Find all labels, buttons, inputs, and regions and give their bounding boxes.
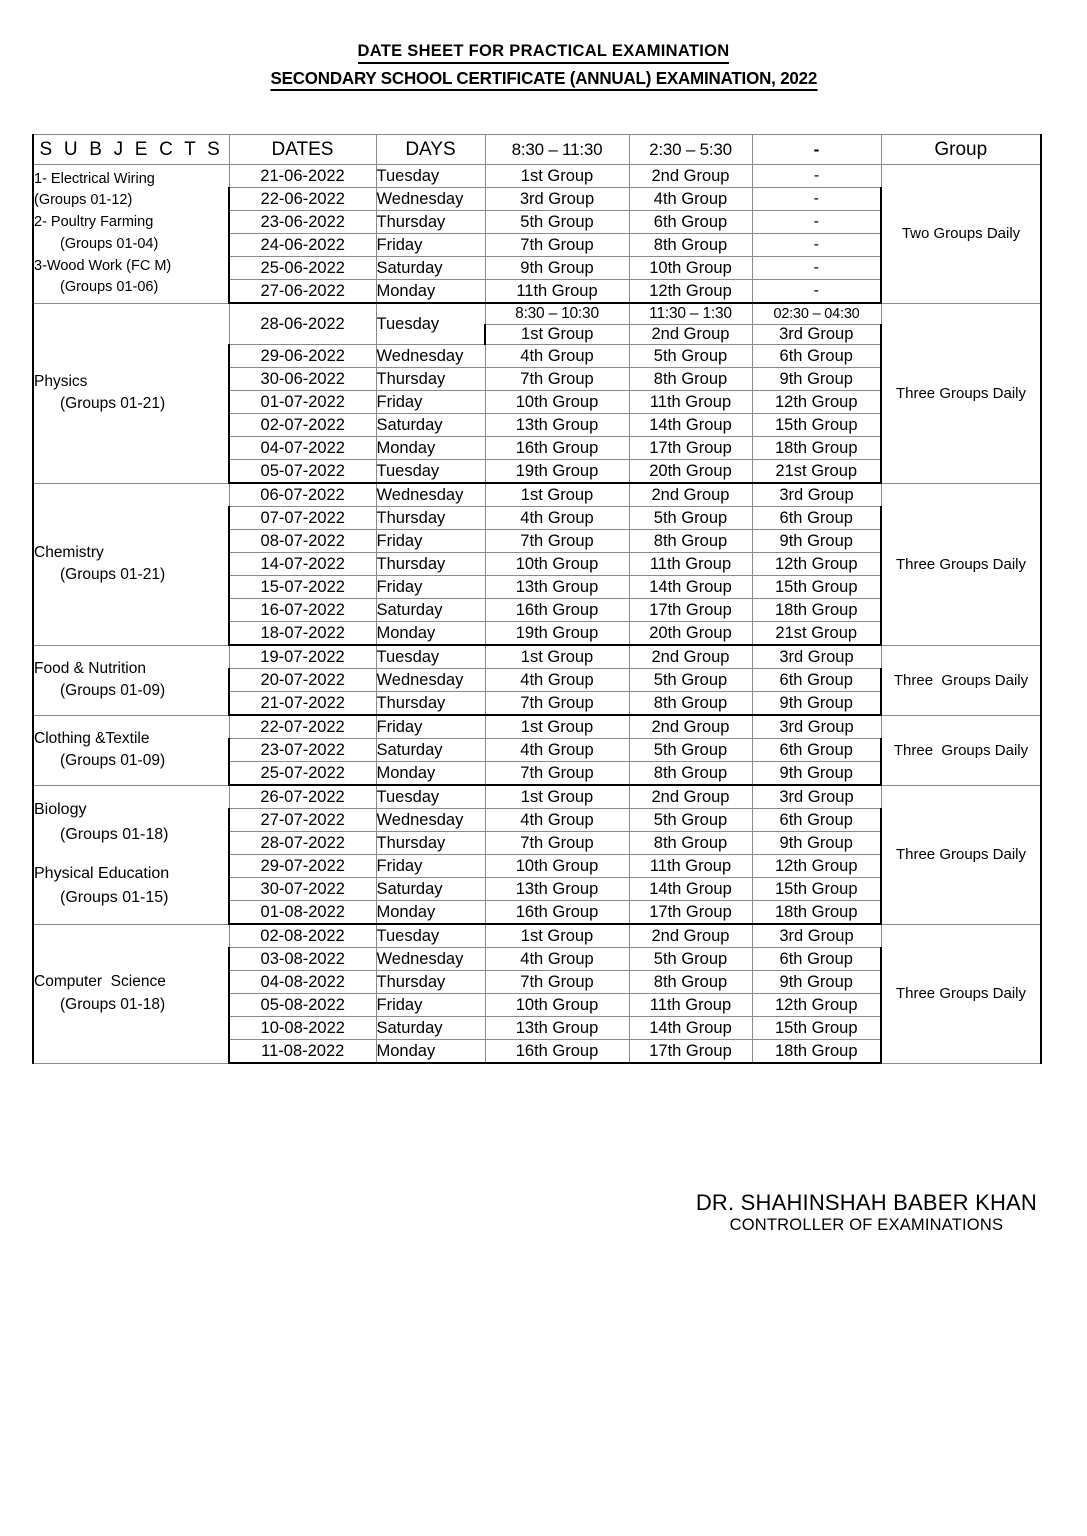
date-cell: 28-07-2022 — [229, 832, 376, 855]
slot-1-cell: 4th Group — [485, 345, 629, 368]
slot-1-cell: 13th Group — [485, 1017, 629, 1040]
date-cell: 02-08-2022 — [229, 924, 376, 948]
date-cell: 25-07-2022 — [229, 762, 376, 786]
day-cell: Thursday — [376, 832, 485, 855]
slot-2-cell: 8th Group — [629, 692, 752, 716]
slot-3-cell: 18th Group — [752, 901, 881, 925]
slot-3-cell: 3rd Group — [752, 785, 881, 809]
slot-3-cell: - — [752, 234, 881, 257]
time-label-3: 02:30 – 04:30 — [752, 303, 881, 325]
slot-1-cell: 4th Group — [485, 739, 629, 762]
slot-3-cell: 21st Group — [752, 460, 881, 484]
date-cell: 21-07-2022 — [229, 692, 376, 716]
slot-1-cell: 7th Group — [485, 762, 629, 786]
day-cell: Friday — [376, 855, 485, 878]
slot-3-cell: 3rd Group — [752, 645, 881, 669]
slot-1-cell: 7th Group — [485, 530, 629, 553]
date-cell: 18-07-2022 — [229, 622, 376, 646]
subject-line: (Groups 01-12) — [34, 192, 133, 209]
slot-3-cell: 12th Group — [752, 553, 881, 576]
slot-2-cell: 11th Group — [629, 994, 752, 1017]
slot-1-cell: 3rd Group — [485, 188, 629, 211]
group-note-cell: Three Groups Daily — [881, 483, 1041, 645]
slot-1-cell: 7th Group — [485, 692, 629, 716]
slot-1-cell: 1st Group — [485, 924, 629, 948]
slot-2-cell: 2nd Group — [629, 785, 752, 809]
group-note-cell: Three Groups Daily — [881, 924, 1041, 1063]
subject-line: Food & Nutrition — [34, 659, 146, 677]
subject-cell — [33, 785, 229, 924]
date-cell: 23-07-2022 — [229, 739, 376, 762]
header-group: Group — [881, 135, 1041, 165]
slot-2-cell: 8th Group — [629, 530, 752, 553]
slot-1-cell: 7th Group — [485, 971, 629, 994]
day-cell: Friday — [376, 234, 485, 257]
header-slot-3: - — [752, 135, 881, 165]
subject-line: Physics — [34, 372, 88, 390]
subject-cell — [33, 645, 229, 715]
slot-2-cell: 8th Group — [629, 832, 752, 855]
day-cell: Wednesday — [376, 669, 485, 692]
day-cell: Wednesday — [376, 483, 485, 507]
subject-line: Computer Science — [34, 973, 166, 991]
slot-3-cell: 12th Group — [752, 994, 881, 1017]
date-cell: 19-07-2022 — [229, 645, 376, 669]
slot-2-cell: 17th Group — [629, 1040, 752, 1064]
subject-line: (Groups 01-21) — [60, 395, 166, 412]
date-cell: 29-06-2022 — [229, 345, 376, 368]
subject-line: (Groups 01-09) — [60, 752, 166, 769]
slot-2-cell: 8th Group — [629, 368, 752, 391]
time-label-1: 8:30 – 10:30 — [485, 303, 629, 325]
day-cell: Tuesday — [376, 165, 485, 188]
subject-cell — [33, 715, 229, 785]
date-cell: 22-07-2022 — [229, 715, 376, 739]
subject-line: 1- Electrical Wiring — [34, 170, 155, 187]
document-header — [0, 0, 1087, 91]
slot-3-cell: 9th Group — [752, 692, 881, 716]
slot-3-cell: - — [752, 257, 881, 280]
slot-2-cell: 2nd Group — [629, 325, 752, 345]
slot-1-cell: 7th Group — [485, 368, 629, 391]
day-cell: Friday — [376, 391, 485, 414]
subject-cell — [33, 483, 229, 645]
slot-3-cell: 18th Group — [752, 599, 881, 622]
date-cell: 03-08-2022 — [229, 948, 376, 971]
day-cell: Thursday — [376, 553, 485, 576]
slot-2-cell: 20th Group — [629, 460, 752, 484]
slot-3-cell: 6th Group — [752, 739, 881, 762]
slot-1-cell: 13th Group — [485, 576, 629, 599]
day-cell: Monday — [376, 1040, 485, 1064]
day-cell: Saturday — [376, 599, 485, 622]
slot-3-cell: 18th Group — [752, 1040, 881, 1064]
slot-1-cell: 11th Group — [485, 280, 629, 304]
slot-1-cell: 16th Group — [485, 437, 629, 460]
date-cell: 14-07-2022 — [229, 553, 376, 576]
day-cell: Friday — [376, 530, 485, 553]
slot-2-cell: 6th Group — [629, 211, 752, 234]
slot-1-cell: 1st Group — [485, 785, 629, 809]
slot-2-cell: 11th Group — [629, 391, 752, 414]
subject-line: 2- Poultry Farming — [34, 214, 154, 230]
slot-2-cell: 17th Group — [629, 901, 752, 925]
day-cell: Tuesday — [376, 645, 485, 669]
day-cell: Monday — [376, 901, 485, 925]
slot-1-cell: 4th Group — [485, 669, 629, 692]
date-cell: 02-07-2022 — [229, 414, 376, 437]
slot-1-cell: 7th Group — [485, 832, 629, 855]
slot-1-cell: 10th Group — [485, 855, 629, 878]
slot-1-cell: 1st Group — [485, 483, 629, 507]
slot-3-cell: 9th Group — [752, 368, 881, 391]
slot-2-cell: 14th Group — [629, 878, 752, 901]
date-cell: 01-07-2022 — [229, 391, 376, 414]
slot-1-cell: 16th Group — [485, 1040, 629, 1064]
slot-1-cell: 19th Group — [485, 622, 629, 646]
slot-2-cell: 20th Group — [629, 622, 752, 646]
date-cell: 10-08-2022 — [229, 1017, 376, 1040]
title-primary: DATE SHEET FOR PRACTICAL EXAMINATION — [358, 42, 730, 64]
slot-1-cell: 4th Group — [485, 948, 629, 971]
date-cell: 21-06-2022 — [229, 165, 376, 188]
date-cell: 06-07-2022 — [229, 483, 376, 507]
date-cell: 23-06-2022 — [229, 211, 376, 234]
date-cell: 30-06-2022 — [229, 368, 376, 391]
slot-2-cell: 17th Group — [629, 437, 752, 460]
slot-1-cell: 1st Group — [485, 325, 629, 345]
day-cell: Wednesday — [376, 809, 485, 832]
date-cell: 01-08-2022 — [229, 901, 376, 925]
time-label-2: 11:30 – 1:30 — [629, 303, 752, 325]
day-cell: Tuesday — [376, 460, 485, 484]
date-cell: 08-07-2022 — [229, 530, 376, 553]
day-cell: Saturday — [376, 414, 485, 437]
title-secondary-wrap — [0, 68, 1087, 91]
subject-line: (Groups 01-18) — [60, 995, 166, 1013]
slot-2-cell: 2nd Group — [629, 715, 752, 739]
slot-2-cell: 5th Group — [629, 345, 752, 368]
group-note-cell: Three Groups Daily — [881, 645, 1041, 715]
group-note-cell: Three Groups Daily — [881, 785, 1041, 924]
slot-1-cell: 1st Group — [485, 165, 629, 188]
day-cell: Tuesday — [376, 303, 485, 345]
group-note-cell: Three Groups Daily — [881, 303, 1041, 483]
date-sheet-body — [33, 135, 1041, 1064]
slot-1-cell: 10th Group — [485, 994, 629, 1017]
day-cell: Saturday — [376, 1017, 485, 1040]
date-cell: 05-07-2022 — [229, 460, 376, 484]
subject-line: (Groups 01-04) — [60, 235, 159, 252]
slot-2-cell: 17th Group — [629, 599, 752, 622]
slot-3-cell: 6th Group — [752, 669, 881, 692]
subject-line: 3-Wood Work (FC M) — [34, 257, 172, 274]
slot-3-cell: 6th Group — [752, 345, 881, 368]
slot-3-cell: 12th Group — [752, 391, 881, 414]
slot-1-cell: 16th Group — [485, 901, 629, 925]
day-cell: Monday — [376, 437, 485, 460]
group-note-cell: Three Groups Daily — [881, 715, 1041, 785]
slot-3-cell: 21st Group — [752, 622, 881, 646]
slot-3-cell: 3rd Group — [752, 715, 881, 739]
slot-2-cell: 2nd Group — [629, 483, 752, 507]
slot-3-cell: 15th Group — [752, 1017, 881, 1040]
slot-3-cell: 3rd Group — [752, 924, 881, 948]
day-cell: Thursday — [376, 368, 485, 391]
signatory-role: CONTROLLER OF EXAMINATIONS — [729, 1216, 1004, 1235]
table-row — [33, 165, 1041, 188]
subject-line: (Groups 01-09) — [60, 682, 166, 699]
slot-1-cell: 9th Group — [485, 257, 629, 280]
slot-1-cell: 13th Group — [485, 414, 629, 437]
subject-line: (Groups 01-06) — [60, 279, 159, 296]
subject-line: Physical Education — [34, 864, 170, 882]
slot-1-cell: 4th Group — [485, 507, 629, 530]
subject-spacer — [34, 848, 228, 862]
signature-block — [696, 1190, 1037, 1237]
date-cell: 24-06-2022 — [229, 234, 376, 257]
header-subjects: S U B J E C T S — [33, 135, 229, 165]
day-cell: Friday — [376, 715, 485, 739]
date-sheet-table — [32, 134, 1042, 1064]
day-cell: Tuesday — [376, 785, 485, 809]
slot-2-cell: 5th Group — [629, 948, 752, 971]
slot-2-cell: 14th Group — [629, 1017, 752, 1040]
subject-line: Chemistry — [34, 543, 104, 561]
table-row — [33, 645, 1041, 669]
date-cell: 25-06-2022 — [229, 257, 376, 280]
day-cell: Thursday — [376, 692, 485, 716]
slot-3-cell: 6th Group — [752, 948, 881, 971]
date-cell: 29-07-2022 — [229, 855, 376, 878]
day-cell: Wednesday — [376, 948, 485, 971]
slot-3-cell: 9th Group — [752, 971, 881, 994]
header-slot-2: 2:30 – 5:30 — [629, 135, 752, 165]
subject-cell — [33, 165, 229, 304]
slot-3-cell: 15th Group — [752, 576, 881, 599]
table-row — [33, 785, 1041, 809]
slot-2-cell: 8th Group — [629, 971, 752, 994]
day-cell: Saturday — [376, 257, 485, 280]
slot-2-cell: 10th Group — [629, 257, 752, 280]
day-cell: Saturday — [376, 739, 485, 762]
day-cell: Thursday — [376, 211, 485, 234]
table-row — [33, 483, 1041, 507]
date-sheet-table-container — [32, 134, 1040, 1064]
date-cell: 04-08-2022 — [229, 971, 376, 994]
subject-line: (Groups 01-21) — [60, 566, 166, 583]
subject-line: (Groups 01-18) — [60, 825, 169, 843]
header-slot-1: 8:30 – 11:30 — [485, 135, 629, 165]
slot-3-cell: 3rd Group — [752, 483, 881, 507]
date-cell: 05-08-2022 — [229, 994, 376, 1017]
slot-2-cell: 11th Group — [629, 855, 752, 878]
header-days: DAYS — [376, 135, 485, 165]
slot-2-cell: 2nd Group — [629, 924, 752, 948]
subject-cell — [33, 924, 229, 1063]
date-cell: 04-07-2022 — [229, 437, 376, 460]
header-dates: DATES — [229, 135, 376, 165]
table-row — [33, 924, 1041, 948]
slot-3-cell: 6th Group — [752, 809, 881, 832]
slot-1-cell: 13th Group — [485, 878, 629, 901]
slot-2-cell: 5th Group — [629, 809, 752, 832]
day-cell: Thursday — [376, 971, 485, 994]
slot-1-cell: 16th Group — [485, 599, 629, 622]
date-cell: 20-07-2022 — [229, 669, 376, 692]
slot-3-cell: 15th Group — [752, 878, 881, 901]
day-cell: Tuesday — [376, 924, 485, 948]
day-cell: Friday — [376, 994, 485, 1017]
table-header-row — [33, 135, 1041, 165]
slot-3-cell: 9th Group — [752, 530, 881, 553]
slot-3-cell: - — [752, 211, 881, 234]
slot-1-cell: 10th Group — [485, 553, 629, 576]
day-cell: Wednesday — [376, 345, 485, 368]
date-cell: 28-06-2022 — [229, 303, 376, 345]
slot-2-cell: 8th Group — [629, 762, 752, 786]
slot-2-cell: 14th Group — [629, 414, 752, 437]
slot-3-cell: 6th Group — [752, 507, 881, 530]
date-cell: 27-06-2022 — [229, 280, 376, 304]
slot-3-cell: 12th Group — [752, 855, 881, 878]
slot-2-cell: 12th Group — [629, 280, 752, 304]
date-cell: 07-07-2022 — [229, 507, 376, 530]
slot-3-cell: - — [752, 165, 881, 188]
slot-1-cell: 1st Group — [485, 645, 629, 669]
slot-3-cell: 9th Group — [752, 832, 881, 855]
time-header-row — [33, 303, 1041, 325]
day-cell: Monday — [376, 622, 485, 646]
date-cell: 27-07-2022 — [229, 809, 376, 832]
date-cell: 16-07-2022 — [229, 599, 376, 622]
slot-2-cell: 5th Group — [629, 507, 752, 530]
slot-3-cell: 3rd Group — [752, 325, 881, 345]
slot-1-cell: 7th Group — [485, 234, 629, 257]
day-cell: Monday — [376, 280, 485, 304]
title-secondary: SECONDARY SCHOOL CERTIFICATE (ANNUAL) EXAMINATION, 2022 — [270, 68, 817, 91]
title-primary-wrap — [0, 42, 1087, 64]
subject-line: (Groups 01-15) — [60, 889, 169, 907]
subject-line: Biology — [34, 800, 87, 818]
slot-2-cell: 4th Group — [629, 188, 752, 211]
day-cell: Saturday — [376, 878, 485, 901]
day-cell: Monday — [376, 762, 485, 786]
day-cell: Thursday — [376, 507, 485, 530]
slot-1-cell: 4th Group — [485, 809, 629, 832]
subject-line: Clothing &Textile — [34, 729, 150, 747]
slot-2-cell: 2nd Group — [629, 645, 752, 669]
slot-1-cell: 5th Group — [485, 211, 629, 234]
slot-3-cell: 15th Group — [752, 414, 881, 437]
signatory-name: DR. SHAHINSHAH BABER KHAN — [695, 1190, 1037, 1215]
slot-2-cell: 14th Group — [629, 576, 752, 599]
slot-3-cell: - — [752, 188, 881, 211]
slot-1-cell: 1st Group — [485, 715, 629, 739]
day-cell: Wednesday — [376, 188, 485, 211]
group-note-cell: Two Groups Daily — [881, 165, 1041, 304]
slot-2-cell: 2nd Group — [629, 165, 752, 188]
slot-1-cell: 19th Group — [485, 460, 629, 484]
date-cell: 15-07-2022 — [229, 576, 376, 599]
slot-1-cell: 10th Group — [485, 391, 629, 414]
date-cell: 26-07-2022 — [229, 785, 376, 809]
slot-2-cell: 11th Group — [629, 553, 752, 576]
subject-cell — [33, 303, 229, 483]
slot-2-cell: 5th Group — [629, 739, 752, 762]
slot-3-cell: 9th Group — [752, 762, 881, 786]
date-cell: 11-08-2022 — [229, 1040, 376, 1064]
slot-2-cell: 5th Group — [629, 669, 752, 692]
slot-2-cell: 8th Group — [629, 234, 752, 257]
day-cell: Friday — [376, 576, 485, 599]
date-cell: 30-07-2022 — [229, 878, 376, 901]
table-row — [33, 715, 1041, 739]
date-cell: 22-06-2022 — [229, 188, 376, 211]
slot-3-cell: 18th Group — [752, 437, 881, 460]
slot-3-cell: - — [752, 280, 881, 304]
